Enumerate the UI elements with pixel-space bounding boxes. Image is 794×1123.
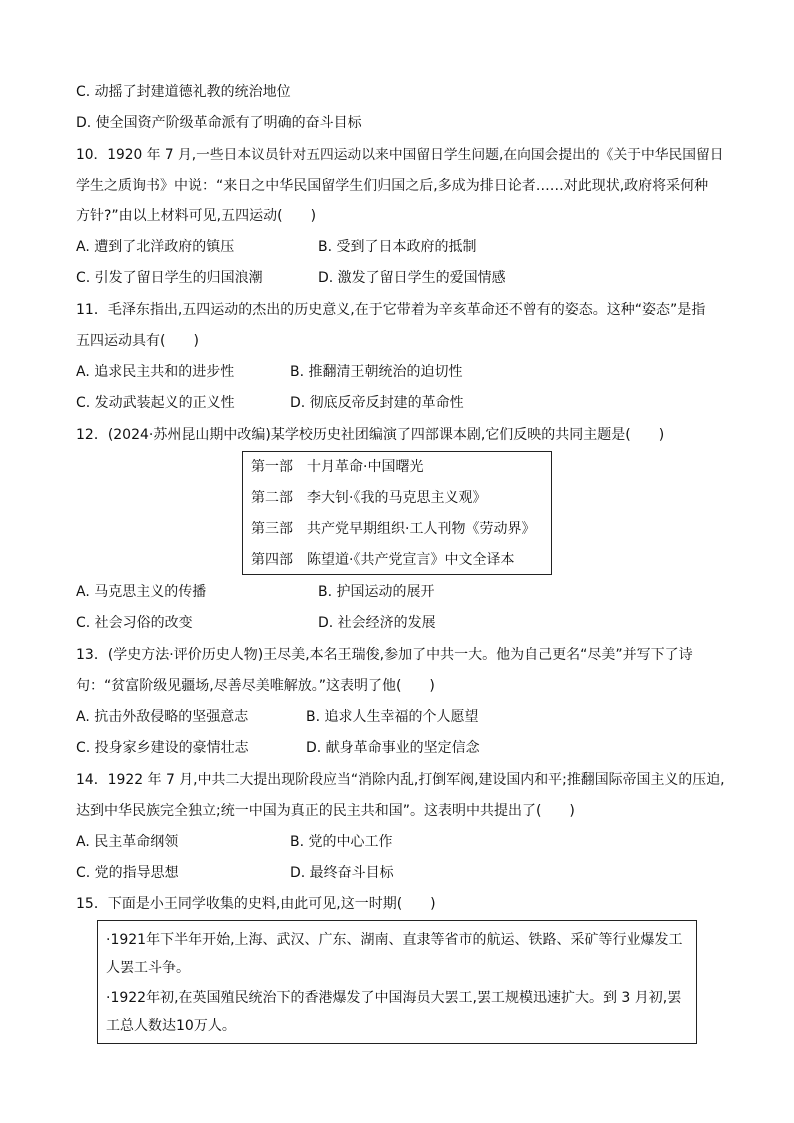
q10-option-d: D. 激发了留日学生的爱国情感 — [318, 270, 506, 286]
q13-option-d: D. 献身革命事业的坚定信念 — [306, 740, 480, 756]
q13-option-b: B. 追求人生幸福的个人愿望 — [306, 709, 479, 725]
q13-stem-line2: 句：“贫富阶级见疆场,尽善尽美唯解放。”这表明了他( ) — [76, 678, 435, 694]
q15-source-line: ·1921年下半年开始,上海、武汉、广东、湖南、直隶等省市的航运、铁路、采矿等行业爆发工 — [106, 932, 683, 948]
q15-stem-line1: 15．下面是小王同学收集的史料,由此可见,这一时期( ) — [76, 896, 436, 912]
q10-stem-line1: 10．1920 年 7 月,一些日本议员针对五四运动以来中国留日学生问题,在向国会提出的《关于中华民国留日 — [76, 147, 724, 163]
q14-option-d: D. 最终奋斗目标 — [290, 865, 394, 881]
q15-source-line: 人罢工斗争。 — [106, 960, 190, 976]
q10-stem-line2: 学生之质询书》中说：“来日之中华民国留学生们归国之后,多成为排日论者……对此现状,政府将采何种 — [76, 178, 709, 194]
q14-option-a: A. 民主革命纲领 — [76, 834, 179, 850]
q12-stem-line1: 12．(2024·苏州昆山期中改编)某学校历史社团编演了四部课本剧,它们反映的共同主题是( ) — [76, 427, 665, 443]
q12-table-row: 第二部 李大钊·《我的马克思主义观》 — [251, 490, 487, 506]
q14-option-c: C. 党的指导思想 — [76, 865, 179, 881]
q11-stem-line2: 五四运动具有( ) — [76, 333, 199, 349]
q11-option-c: C. 发动武装起义的正义性 — [76, 395, 235, 411]
q14-option-b: B. 党的中心工作 — [290, 834, 393, 850]
q11-option-b: B. 推翻清王朝统治的迫切性 — [290, 364, 463, 380]
q13-option-a: A. 抗击外敌侵略的坚强意志 — [76, 709, 249, 725]
q12-table-row: 第四部 陈望道·《共产党宣言》中文全译本 — [251, 552, 515, 568]
q13-stem-line1: 13．(学史方法·评价历史人物)王尽美,本名王瑞俊,参加了中共一大。他为自己更名“尽美”并写下了诗 — [76, 647, 693, 663]
q10-option-b: B. 受到了日本政府的抵制 — [318, 239, 477, 255]
q9-option-d: D. 使全国资产阶级革命派有了明确的奋斗目标 — [76, 115, 362, 131]
q10-option-c: C. 引发了留日学生的归国浪潮 — [76, 270, 263, 286]
q12-option-a: A. 马克思主义的传播 — [76, 584, 207, 600]
q14-stem-line2: 达到中华民族完全独立;统一中国为真正的民主共和国”。这表明中共提出了( ) — [76, 803, 575, 819]
q15-source-line: 工总人数达10万人。 — [106, 1018, 236, 1034]
q12-drama-table — [242, 451, 552, 575]
q13-option-c: C. 投身家乡建设的豪情壮志 — [76, 740, 249, 756]
q15-source-box — [97, 920, 697, 1044]
q9-option-c: C. 动摇了封建道德礼教的统治地位 — [76, 84, 291, 100]
q12-option-d: D. 社会经济的发展 — [318, 615, 436, 631]
q12-table-row: 第三部 共产党早期组织·工人刊物《劳动界》 — [251, 521, 536, 537]
q11-stem-line1: 11．毛泽东指出,五四运动的杰出的历史意义,在于它带着为辛亥革命还不曾有的姿态。这种“姿态”是指 — [76, 302, 706, 318]
q12-table-row: 第一部 十月革命·中国曙光 — [251, 459, 424, 475]
q10-stem-line3: 方针?”由以上材料可见,五四运动( ) — [76, 208, 317, 224]
q11-option-a: A. 追求民主共和的进步性 — [76, 364, 235, 380]
q12-option-c: C. 社会习俗的改变 — [76, 615, 193, 631]
q12-option-b: B. 护国运动的展开 — [318, 584, 435, 600]
q11-option-d: D. 彻底反帝反封建的革命性 — [290, 395, 464, 411]
q10-option-a: A. 遭到了北洋政府的镇压 — [76, 239, 235, 255]
q15-source-line: ·1922年初,在英国殖民统治下的香港爆发了中国海员大罢工,罢工规模迅速扩大。到 3 月初,罢 — [106, 990, 682, 1006]
q14-stem-line1: 14．1922 年 7 月,中共二大提出现阶段应当“消除内乱,打倒军阀,建设国内和平;推翻国际帝国主义的压迫, — [76, 772, 725, 788]
